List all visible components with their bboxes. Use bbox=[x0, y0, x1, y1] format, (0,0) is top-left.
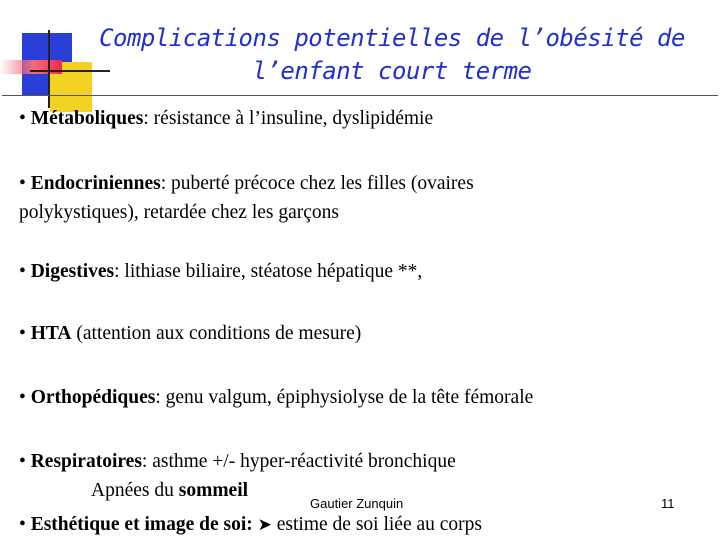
bullet-term: Orthopédiques bbox=[30, 387, 156, 408]
bullet-marker: • bbox=[19, 108, 26, 129]
bullet-metaboliques bbox=[19, 104, 709, 133]
bullet-marker: • bbox=[19, 173, 26, 194]
bullet-digestives bbox=[19, 257, 709, 286]
bullet-marker: • bbox=[19, 323, 26, 344]
bullet-term: Métaboliques bbox=[30, 108, 144, 129]
bullet-marker: • bbox=[19, 261, 26, 282]
bullet-text: (attention aux conditions de mesure) bbox=[71, 323, 362, 344]
bullet-endocriniennes bbox=[19, 169, 709, 227]
bullet-orthopediques bbox=[19, 383, 709, 412]
bullet-marker: • bbox=[19, 387, 26, 408]
bullet-term: Esthétique et image de soi: bbox=[30, 514, 253, 535]
title-divider bbox=[2, 95, 718, 96]
corner-vertical-line bbox=[48, 30, 50, 108]
bullet-hta bbox=[19, 319, 709, 348]
bullet-subline bbox=[19, 480, 248, 501]
arrow-right-icon: ➤ bbox=[257, 515, 272, 535]
page-number: 11 bbox=[661, 496, 675, 511]
slide-title-line2: l’enfant court terme bbox=[252, 57, 532, 85]
footer-author: Gautier Zunquin bbox=[310, 496, 404, 511]
slide-title bbox=[92, 22, 692, 88]
bullet-text: estime de soi liée au corps bbox=[271, 514, 482, 535]
bullet-text: : résistance à l’insuline, dyslipidémie bbox=[143, 108, 434, 129]
bullet-term: Digestives bbox=[30, 261, 115, 282]
bullet-term: Respiratoires bbox=[30, 451, 142, 472]
bullet-term: HTA bbox=[30, 323, 72, 344]
bullet-text: : genu valgum, épiphysiolyse de la tête fémorale bbox=[155, 387, 534, 408]
bullet-text: : asthme +/- hyper-réactivité bronchique bbox=[141, 451, 456, 472]
bullet-text-continuation: polykystiques), retardée chez les garçons bbox=[19, 202, 339, 223]
bullet-subline-text: Apnées du bbox=[91, 480, 179, 501]
bullet-marker: • bbox=[19, 451, 26, 472]
bullet-subline-term: sommeil bbox=[178, 480, 249, 501]
bullet-text: : puberté précoce chez les filles (ovaires bbox=[160, 173, 474, 194]
bullet-esthetique bbox=[19, 510, 709, 540]
slide-title-line1: Complications potentielles de l’obésité de bbox=[99, 24, 685, 52]
bullet-term: Endocriniennes bbox=[30, 173, 161, 194]
bullet-text: : lithiase biliaire, stéatose hépatique **, bbox=[114, 261, 423, 282]
bullet-marker: • bbox=[19, 514, 26, 535]
